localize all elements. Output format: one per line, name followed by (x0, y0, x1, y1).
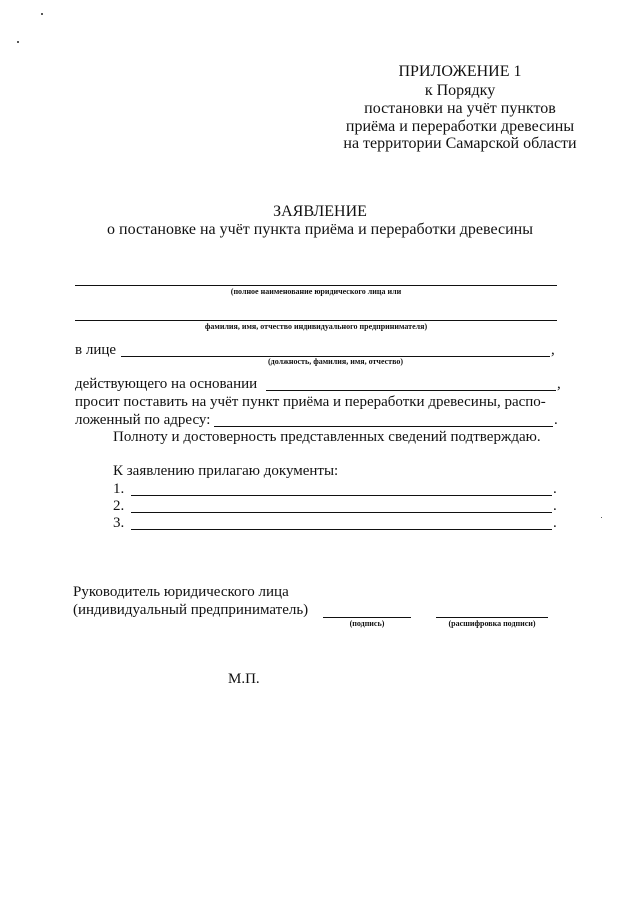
represented-caption: (должность, фамилия, имя, отчество) (267, 357, 403, 366)
attachment-period-1: . (553, 481, 557, 497)
scan-speck (601, 517, 602, 518)
applicant-name-caption-2: фамилия, имя, отчество индивидуального предпринимателя) (204, 322, 428, 331)
signature-decode-caption: (расшифровка подписи) (448, 619, 536, 628)
applicant-name-caption: (полное наименование юридического лица или (230, 287, 402, 296)
attachment-number-1: 1. (113, 481, 125, 497)
applicant-name-line-2[interactable] (75, 320, 557, 321)
signatory-position-2: (индивидуальный предприниматель) (73, 602, 309, 618)
basis-label: действующего на основании (75, 376, 258, 392)
attachment-field-3[interactable] (131, 529, 552, 530)
attachment-field-1[interactable] (131, 495, 552, 496)
signature-caption: (подпись) (349, 619, 385, 628)
document-subtitle: о постановке на учёт пункта приёма и переработки древесины (107, 221, 533, 238)
scan-speck (17, 41, 19, 43)
represented-comma: , (551, 342, 555, 358)
basis-comma: , (557, 376, 561, 392)
request-line-1: просит поставить на учёт пункт приёма и переработки древесины, распо- (75, 394, 546, 410)
appendix-line-2: постановки на учёт пунктов (364, 100, 556, 117)
attachment-number-3: 3. (113, 515, 125, 531)
attachment-number-2: 2. (113, 498, 125, 514)
signature-field-line[interactable] (323, 617, 411, 618)
scan-speck (41, 13, 43, 15)
applicant-name-line[interactable] (75, 285, 557, 286)
basis-field-line[interactable] (266, 390, 556, 391)
appendix-line-3: приёма и переработки древесины (345, 118, 575, 135)
appendix-line-4: на территории Самарской области (343, 135, 577, 152)
attachment-period-3: . (553, 515, 557, 531)
stamp-placeholder: М.П. (228, 671, 260, 687)
attachment-field-2[interactable] (131, 512, 552, 513)
represented-label: в лице (75, 342, 117, 358)
attachment-period-2: . (553, 498, 557, 514)
request-line-2: ложенный по адресу: (75, 412, 211, 428)
document-title: ЗАЯВЛЕНИЕ (273, 203, 367, 220)
address-period: . (554, 412, 558, 428)
address-field-line[interactable] (214, 426, 553, 427)
attachments-label: К заявлению прилагаю документы: (113, 463, 339, 479)
confirmation-text: Полноту и достоверность представленных сведений подтверждаю. (113, 429, 541, 445)
signatory-position-1: Руководитель юридического лица (73, 584, 289, 600)
signature-decode-line[interactable] (436, 617, 548, 618)
appendix-line-1: к Порядку (424, 82, 496, 99)
appendix-title: ПРИЛОЖЕНИЕ 1 (398, 63, 522, 80)
